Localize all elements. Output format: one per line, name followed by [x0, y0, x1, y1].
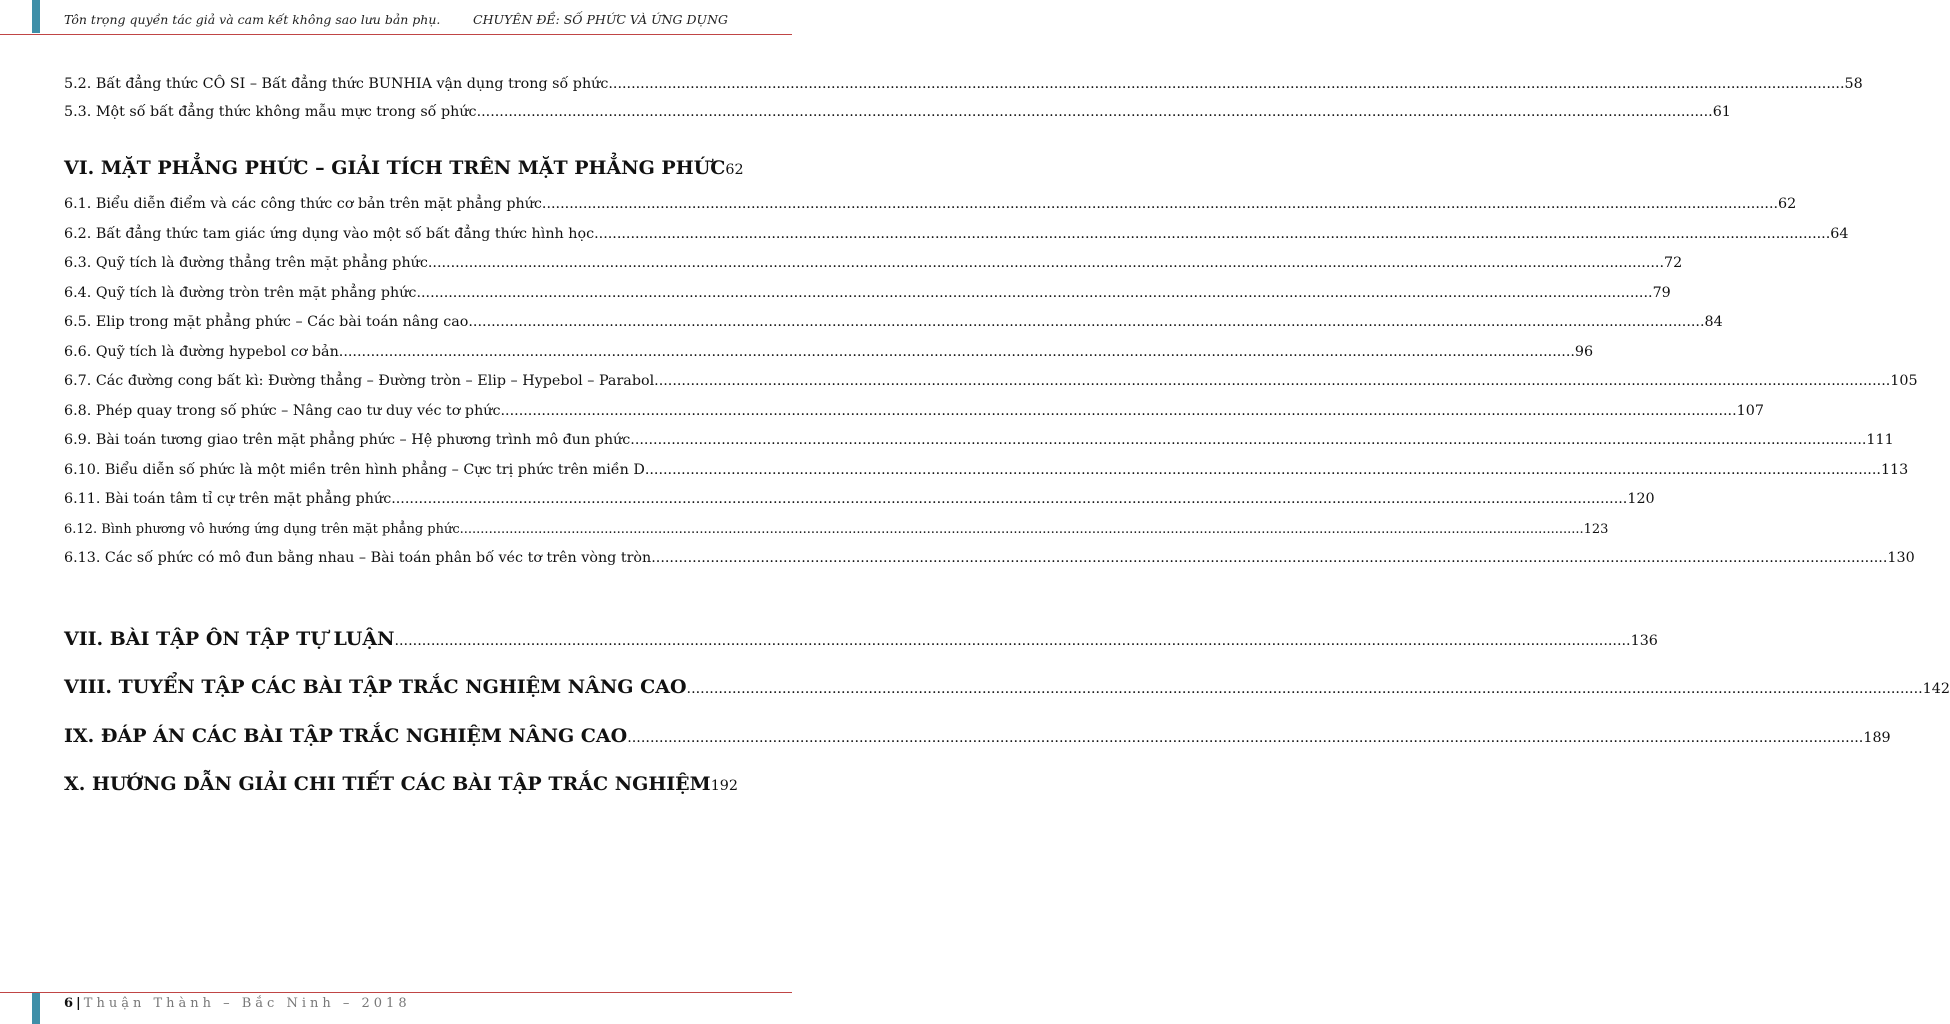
header-copyright-note: Tôn trọng quyền tác giả và cam kết không sao lưu bản phụ.: [64, 12, 441, 27]
toc-entry-6-2[interactable]: [64, 226, 1849, 242]
toc-entry-5-3[interactable]: [64, 104, 1731, 120]
toc-entry-title: 6.4. Quỹ tích là đường tròn trên mặt phẳng phức: [64, 285, 417, 301]
toc-entry-page: 111: [1866, 432, 1894, 448]
toc-entry-page: 130: [1887, 550, 1915, 566]
toc-entry-page: 120: [1627, 491, 1655, 507]
toc-entry-title: 6.11. Bài toán tâm tỉ cự trên mặt phẳng phức: [64, 491, 392, 507]
footer: [64, 996, 411, 1011]
toc-entry-title: 6.5. Elip trong mặt phẳng phức – Các bài toán nâng cao: [64, 314, 469, 330]
toc-entry-title: 5.2. Bất đẳng thức CÔ SI – Bất đẳng thức BUNHIA vận dụng trong số phức: [64, 76, 609, 92]
toc-entry-6-4[interactable]: [64, 285, 1671, 301]
toc-section-page: 189: [1863, 730, 1891, 746]
toc-entry-page: 79: [1652, 285, 1671, 301]
toc-section-page: 192: [710, 778, 738, 794]
toc-entry-title: 6.2. Bất đẳng thức tam giác ứng dụng vào một số bất đẳng thức hình học: [64, 226, 595, 242]
toc-entry-page: 62: [1778, 196, 1797, 212]
toc-entry-6-1[interactable]: [64, 196, 1797, 212]
header-topic-title: CHUYÊN ĐỀ: SỐ PHỨC VÀ ỨNG DỤNG: [473, 12, 728, 27]
toc-entry-page: 58: [1844, 76, 1863, 92]
toc-section-page: 136: [1630, 633, 1658, 649]
footer-rule: [0, 992, 792, 993]
toc-section-title: VIII. TUYỂN TẬP CÁC BÀI TẬP TRẮC NGHIỆM NÂNG CAO: [64, 676, 687, 698]
toc-entry-title: 6.6. Quỹ tích là đường hypebol cơ bản: [64, 344, 339, 360]
toc-entry-title: 6.7. Các đường cong bất kì: Đường thẳng – Đường tròn – Elip – Hypebol – Parabol: [64, 373, 655, 389]
toc-entry-page: 84: [1704, 314, 1723, 330]
toc-entry-title: 6.8. Phép quay trong số phức – Nâng cao tư duy véc tơ phức: [64, 403, 501, 419]
toc-entry-6-3[interactable]: [64, 255, 1683, 271]
toc-entry-6-6[interactable]: [64, 344, 1594, 360]
toc-entry-6-8[interactable]: [64, 403, 1764, 419]
toc-entry-6-5[interactable]: [64, 314, 1723, 330]
toc-entry-6-10[interactable]: [64, 462, 1909, 478]
toc-section-title: IX. ĐÁP ÁN CÁC BÀI TẬP TRẮC NGHIỆM NÂNG CAO: [64, 725, 628, 747]
toc-entry-6-13[interactable]: [64, 550, 1915, 566]
toc-entry-title: 5.3. Một số bất đẳng thức không mẫu mực trong số phức: [64, 104, 477, 120]
toc-entry-page: 72: [1664, 255, 1683, 271]
toc-entry-title: 6.10. Biểu diễn số phức là một miền trên hình phẳng – Cực trị phức trên miền D: [64, 462, 645, 478]
toc-entry-page: 105: [1890, 373, 1918, 389]
toc-section-title: VII. BÀI TẬP ÔN TẬP TỰ LUẬN: [64, 628, 395, 650]
footer-accent-bar: [32, 993, 40, 1024]
toc-entry-page: 113: [1880, 462, 1909, 478]
footer-location: Thuận Thành – Bắc Ninh – 2018: [83, 996, 411, 1011]
toc-entry-6-7[interactable]: [64, 373, 1918, 389]
toc-entry-6-11[interactable]: [64, 491, 1655, 507]
toc-entry-page: 96: [1574, 344, 1594, 360]
toc-section-title: VI. MẶT PHẲNG PHỨC – GIẢI TÍCH TRÊN MẶT PHẲNG PHỨC: [64, 157, 726, 179]
toc-entry-page: 64: [1830, 226, 1849, 242]
toc-section-ix[interactable]: [64, 725, 1891, 747]
toc-entry-title: 6.3. Quỹ tích là đường thẳng trên mặt phẳng phức: [64, 255, 428, 271]
toc-entry-title: 6.1. Biểu diễn điểm và các công thức cơ bản trên mặt phẳng phức: [64, 196, 542, 212]
toc-section-page: 62: [725, 162, 744, 178]
footer-separator: |: [76, 996, 81, 1011]
toc-section-page: 142: [1922, 681, 1950, 697]
toc-entry-title: 6.9. Bài toán tương giao trên mặt phẳng phức – Hệ phương trình mô đun phức: [64, 432, 631, 448]
toc-section-viii[interactable]: [64, 676, 1950, 698]
toc-entry-page: 107: [1736, 403, 1764, 419]
toc-entry-5-2[interactable]: [64, 76, 1863, 92]
toc-section-title: X. HƯỚNG DẪN GIẢI CHI TIẾT CÁC BÀI TẬP TRẮC NGHIỆM: [64, 773, 711, 795]
header-rule: [0, 34, 792, 35]
header-accent-bar: [32, 0, 40, 33]
toc-entry-6-12[interactable]: [64, 522, 1609, 537]
toc-section-x[interactable]: [64, 773, 738, 795]
toc-entry-title: 6.13. Các số phức có mô đun bằng nhau – Bài toán phân bố véc tơ trên vòng tròn: [64, 550, 652, 566]
toc-entry-title: 6.12. Bình phương vô hướng ứng dụng trên mặt phẳng phức: [64, 522, 460, 537]
toc-entry-6-9[interactable]: [64, 432, 1894, 448]
toc-section-vi[interactable]: [64, 157, 744, 179]
page-number: 6: [64, 996, 74, 1011]
toc-section-vii[interactable]: [64, 628, 1658, 650]
toc-entry-page: 61: [1712, 104, 1731, 120]
toc-entry-page: 123: [1583, 522, 1609, 537]
